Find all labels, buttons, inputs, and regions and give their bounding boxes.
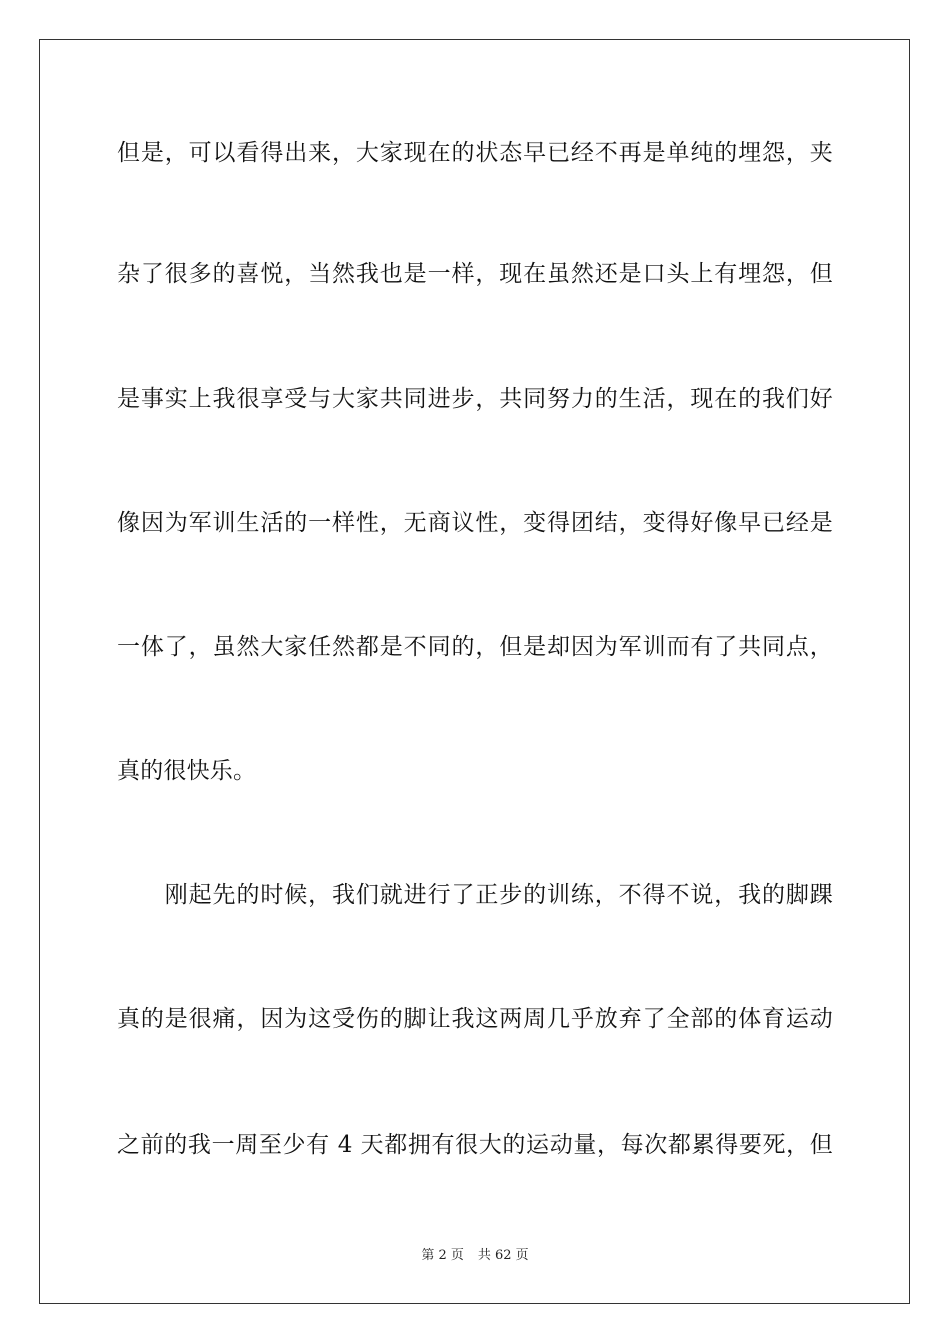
page-border xyxy=(39,39,910,1304)
paragraph-line-3: 是事实上我很享受与大家共同进步，共同努力的生活，现在的我们好 xyxy=(117,386,833,412)
paragraph-line-2: 杂了很多的喜悦，当然我也是一样，现在虽然还是口头上有埋怨，但 xyxy=(117,261,833,287)
page-footer xyxy=(0,1247,950,1265)
paragraph-line-9: 之前的我一周至少有 4 天都拥有很大的运动量，每次都累得要死，但 xyxy=(117,1132,833,1158)
total-pages: 共 62 页 xyxy=(477,1248,529,1263)
paragraph-line-8: 真的是很痛，因为这受伤的脚让我这两周几乎放弃了全部的体育运动 xyxy=(117,1006,833,1032)
paragraph-line-6: 真的很快乐。 xyxy=(117,758,257,784)
paragraph-line-1: 但是，可以看得出来，大家现在的状态早已经不再是单纯的埋怨，夹 xyxy=(117,140,833,166)
paragraph-line-7: 刚起先的时候，我们就进行了正步的训练，不得不说，我的脚踝 xyxy=(117,882,833,908)
page-number: 第 2 页 xyxy=(421,1248,464,1263)
paragraph-line-5: 一体了，虽然大家任然都是不同的，但是却因为军训而有了共同点， xyxy=(117,634,833,660)
paragraph-line-4: 像因为军训生活的一样性，无商议性，变得团结，变得好像早已经是 xyxy=(117,510,833,536)
